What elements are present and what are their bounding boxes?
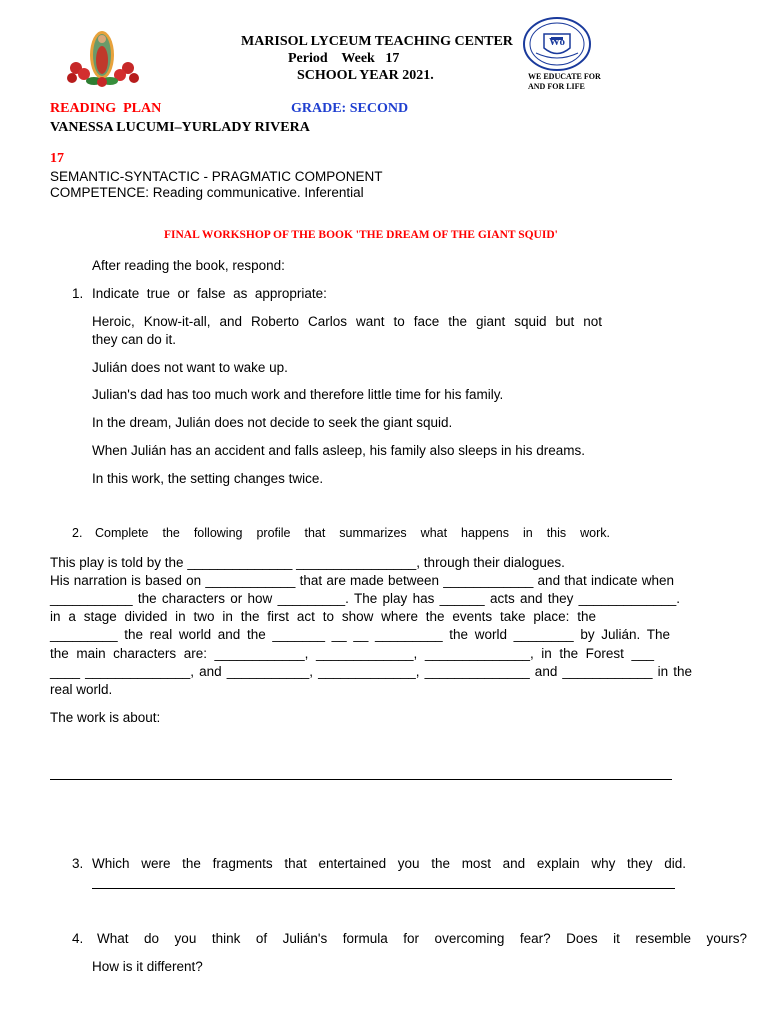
q1-statement-1: Heroic, Know-it-all, and Roberto Carlos want to face the giant squid but not	[92, 314, 602, 329]
work-about-label: The work is about:	[50, 710, 161, 725]
profile-line-8: real world.	[50, 682, 113, 697]
q1-statement-2: Julián does not want to wake up.	[92, 360, 288, 375]
profile-line-1: This play is told by the ______________ ________________, through their dialogues.	[50, 555, 565, 570]
q4-number: 4.	[72, 931, 84, 946]
profile-line-5: _________ the real world and the _______ __ __ _________ the world ________ by Julián. The	[50, 627, 670, 642]
q1-statement-1-cont: they can do it.	[92, 332, 177, 347]
q1-text: Indicate true or false as appropriate:	[92, 286, 327, 301]
profile-line-3: ___________ the characters or how _________. The play has ______ acts and they _____________.	[50, 591, 680, 606]
profile-line-7: ____ ______________, and ___________, _____________, ______________ and ____________ in the	[50, 664, 692, 679]
emblem-letters: Wo	[549, 36, 565, 48]
period-week: Period Week 17	[288, 51, 400, 66]
q1-statement-3: Julian's dad has too much work and therefore little time for his family.	[92, 387, 504, 402]
motto-line-1: WE EDUCATE FOR	[528, 72, 601, 81]
work-about-answer-line[interactable]	[50, 779, 672, 780]
grade-label: GRADE: SECOND	[291, 101, 409, 116]
q2-text: Complete the following profile that summarizes what happens in this work.	[95, 526, 610, 540]
competence-line: COMPETENCE: Reading communicative. Inferential	[50, 185, 364, 200]
teachers-name: VANESSA LUCUMI–YURLADY RIVERA	[50, 120, 310, 135]
week-number: 17	[50, 151, 64, 166]
q1-statement-6: In this work, the setting changes twice.	[92, 471, 324, 486]
workshop-title: FINAL WORKSHOP OF THE BOOK 'THE DREAM OF THE GIANT SQUID'	[164, 229, 558, 241]
school-emblem	[522, 17, 592, 71]
q1-statement-5: When Julián has an accident and falls asleep, his family also sleeps in his dreams.	[92, 443, 586, 458]
profile-line-2: His narration is based on ____________ that are made between ____________ and that indicate when	[50, 573, 674, 588]
q3-text: Which were the fragments that entertained you the most and explain why they did.	[92, 856, 686, 871]
virgin-image	[64, 26, 140, 88]
profile-line-4: in a stage divided in two in the first act to show where the events take place: the	[50, 609, 596, 624]
reading-plan-label: READING PLAN	[50, 101, 162, 116]
q4-text: What do you think of Julián's formula for overcoming fear? Does it resemble yours?	[97, 931, 747, 946]
profile-line-6: the main characters are: ____________, _____________, ______________, in the Forest ___	[50, 646, 654, 661]
q2-number: 2.	[72, 526, 83, 540]
q4-text-line-2: How is it different?	[92, 959, 203, 974]
motto-line-2: AND FOR LIFE	[528, 82, 585, 91]
school-name: MARISOL LYCEUM TEACHING CENTER	[241, 34, 513, 49]
q1-statement-4: In the dream, Julián does not decide to seek the giant squid.	[92, 415, 453, 430]
q3-answer-line[interactable]	[92, 888, 675, 889]
q3-number: 3.	[72, 856, 84, 871]
intro-text: After reading the book, respond:	[92, 258, 285, 273]
component-line: SEMANTIC-SYNTACTIC - PRAGMATIC COMPONENT	[50, 169, 383, 184]
school-year: SCHOOL YEAR 2021.	[297, 68, 434, 83]
q1-number: 1.	[72, 286, 84, 301]
